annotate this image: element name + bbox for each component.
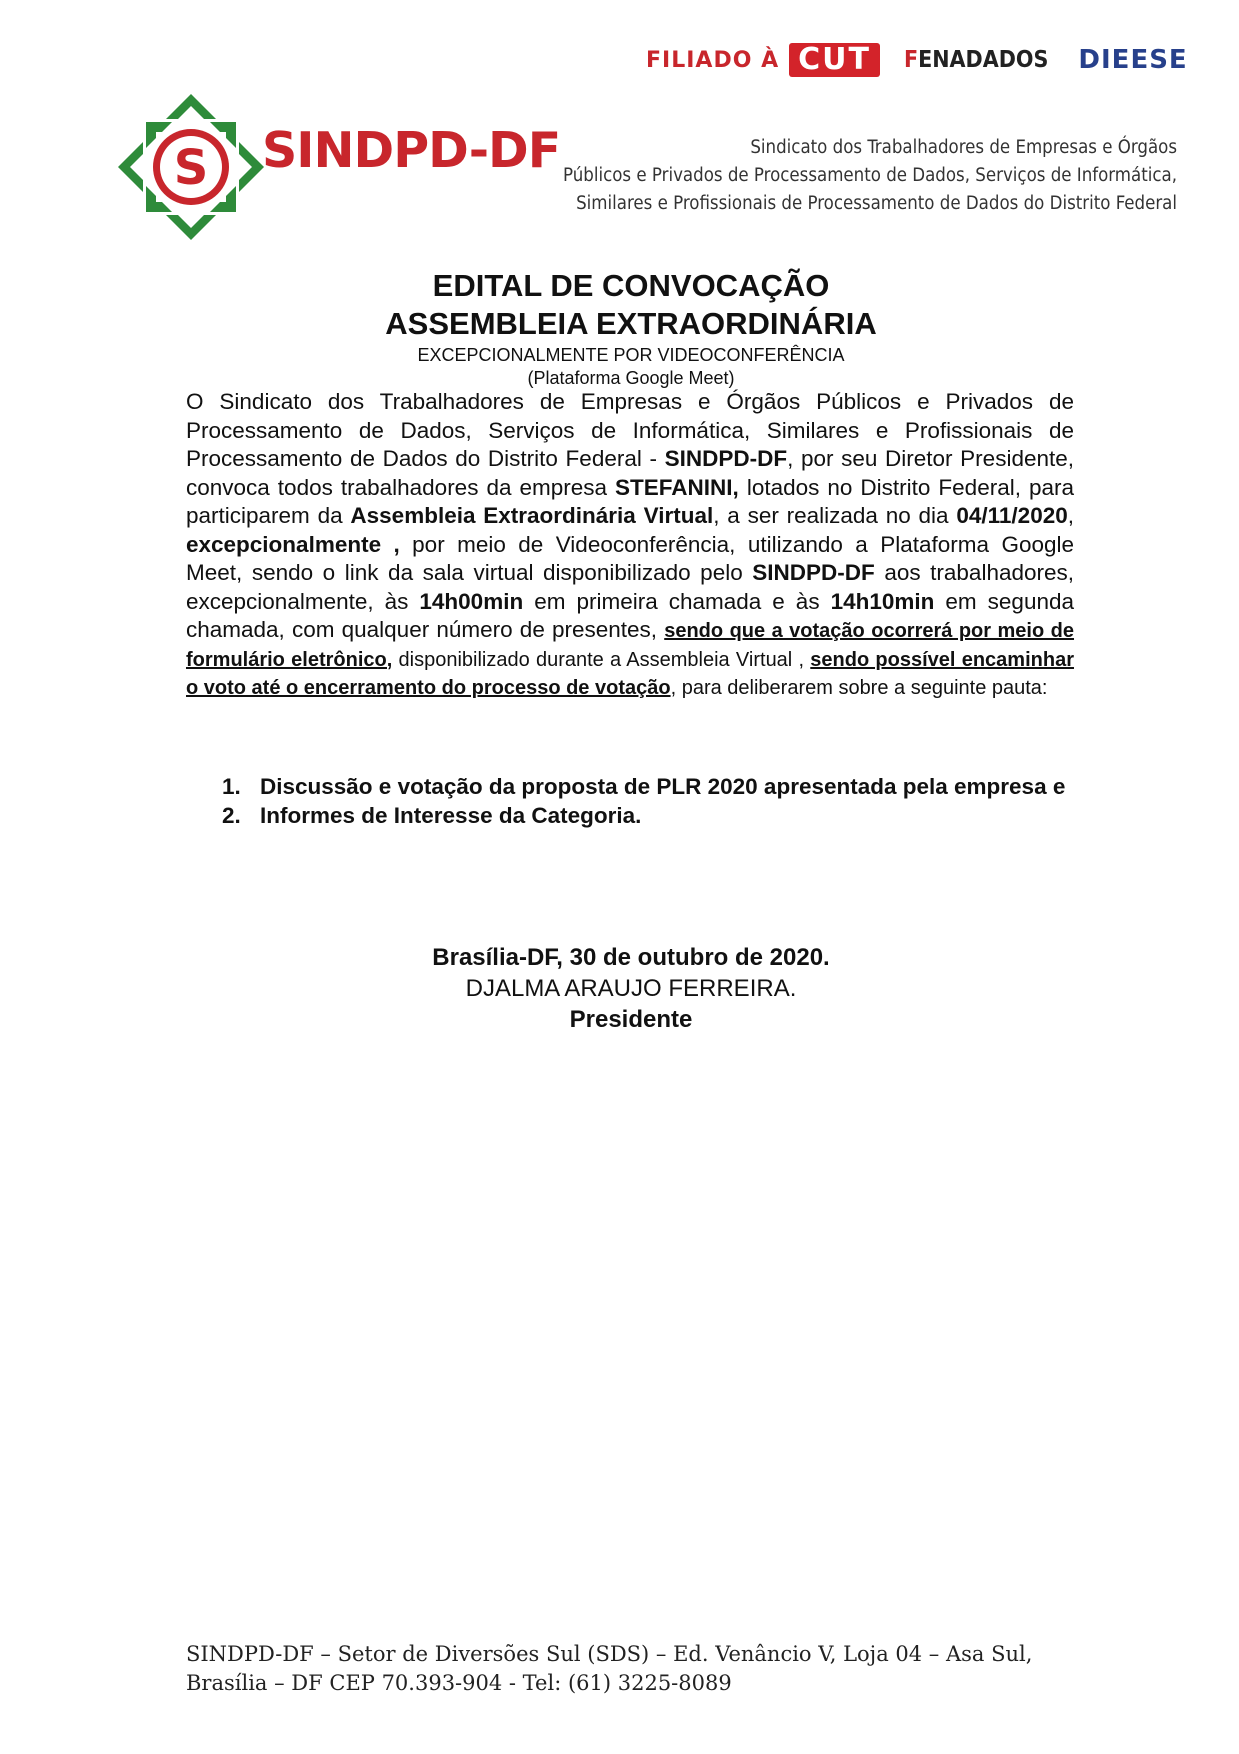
signature-block <box>0 942 1239 1035</box>
first-call-time: 14h00min <box>419 588 524 614</box>
signature-date: Brasília-DF, 30 de outubro de 2020. <box>432 944 830 971</box>
voting-method: sendo que a votação ocorrerá por meio de formulário eletrônico, <box>186 620 1075 671</box>
body-text: aos trabalhadores, excepcionalmente, às <box>186 560 1075 614</box>
sindpd-logo-icon <box>116 92 266 242</box>
body-text: disponibilizado durante a Assembleia Virtual , <box>392 648 811 671</box>
agenda-item <box>222 772 1074 801</box>
agenda-text: Discussão e votação da proposta de PLR 2020 apresentada pela empresa e <box>260 774 1066 799</box>
document-title: EDITAL DE CONVOCAÇÃO <box>432 268 830 303</box>
org-description <box>563 134 1177 218</box>
body-text: , para deliberarem sobre a seguinte pauta: <box>670 677 1048 699</box>
body-text: em primeira chamada e às <box>523 588 831 614</box>
footer-line: Brasília – DF CEP 70.393-904 - Tel: (61) 3225-8089 <box>186 1671 732 1695</box>
org-description-line: Públicos e Privados de Processamento de Dados, Serviços de Informática, <box>563 165 1177 186</box>
logo-name: SINDPD-DF <box>262 122 561 179</box>
agenda-item <box>222 801 1074 830</box>
platform-text: (Plataforma Google Meet) <box>527 368 735 388</box>
convocation-paragraph <box>186 388 1074 702</box>
org-description-line: Sindicato dos Trabalhadores de Empresas e Órgãos <box>750 137 1177 158</box>
agenda-text: Informes de Interesse da Categoria. <box>260 803 642 828</box>
agenda-number: 2. <box>222 803 241 828</box>
svg-text:S: S <box>173 140 209 196</box>
signatory-role: Presidente <box>569 1006 693 1033</box>
body-text: lotados no Distrito Federal, para participarem da <box>186 474 1075 528</box>
signatory-name: DJALMA ARAUJO FERREIRA. <box>465 975 797 1002</box>
body-text: em segunda chamada, com qualquer número de presentes, <box>186 588 1074 642</box>
document-subtitle: ASSEMBLEIA EXTRAORDINÁRIA <box>385 306 877 341</box>
assembly-date: 04/11/2020 <box>956 503 1068 528</box>
agenda-number: 1. <box>222 774 241 799</box>
body-text: , a ser realizada no dia <box>713 503 957 528</box>
voting-deadline: sendo possível encaminhar o voto até o encerramento do processo de votação <box>186 648 1074 699</box>
body-bold: SINDPD-DF <box>752 560 875 585</box>
cut-logo: CUT <box>789 43 880 77</box>
body-text: O Sindicato dos Trabalhadores de Empresas e Órgãos Públicos e Privados de Processamento de Dados, Serviços de Informática, Similares e Profissionais de Processamento de Dados do Distrito Federal - <box>186 389 1074 471</box>
company-name: STEFANINI, <box>615 474 739 500</box>
body-text: por meio de Videoconferência, utilizando a Plataforma Google Meet, sendo o link da sala virtual disponibilizado pelo <box>186 531 1074 585</box>
affiliated-label: FILIADO À <box>646 47 780 73</box>
dieese-logo: DIEESE <box>1078 45 1188 75</box>
fenadados-logo <box>904 47 1048 73</box>
modality-text: EXCEPCIONALMENTE POR VIDEOCONFERÊNCIA <box>417 345 845 365</box>
body-bold: excepcionalmente , <box>186 531 400 557</box>
assembly-name: Assembleia Extraordinária Virtual <box>350 503 714 528</box>
body-bold: SINDPD-DF <box>664 446 788 471</box>
title-block <box>0 267 1239 389</box>
fenadados-logo-initial: F <box>903 47 919 73</box>
affiliations-bar <box>646 40 1194 80</box>
agenda-list <box>222 772 1074 830</box>
fenadados-logo-rest: ENADADOS <box>918 47 1049 73</box>
second-call-time: 14h10min <box>830 588 935 614</box>
body-text: , <box>1067 503 1074 528</box>
footer-address <box>186 1640 1032 1698</box>
footer-line: SINDPD-DF – Setor de Diversões Sul (SDS) – Ed. Venâncio V, Loja 04 – Asa Sul, <box>186 1642 1033 1666</box>
body-text: , por seu Diretor Presidente, convoca todos trabalhadores da empresa <box>186 446 1074 500</box>
org-description-line: Similares e Profissionais de Processamento de Dados do Distrito Federal <box>576 193 1177 214</box>
